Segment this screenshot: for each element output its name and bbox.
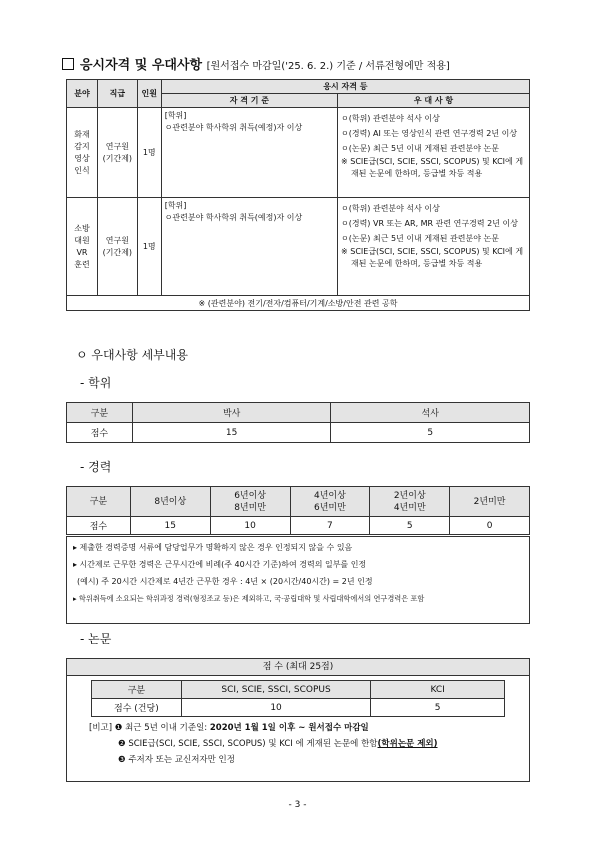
- career-note: ▸ 제출한 경력증명 서류에 담당업무가 명확하지 않은 경우 인정되지 않을 수 있음: [73, 543, 353, 552]
- position-cell: 연구원 (기간제): [97, 198, 137, 296]
- degree-table: [66, 402, 530, 443]
- remark-label: [비고]: [89, 723, 113, 733]
- remark-1-date: 2020년 1월 1일 이후 ~ 원서접수 마감일: [209, 723, 369, 733]
- prefer-cell: [338, 108, 530, 198]
- header-field: 분야: [67, 80, 98, 108]
- degree-header: 박사: [132, 403, 331, 423]
- career-cell: 10: [210, 517, 290, 535]
- career-cell: 5: [370, 517, 450, 535]
- paper-heading: - 논문: [80, 632, 112, 646]
- career-note: (예시) 주 20시간 시간제로 4년간 근무한 경우 : 4년 × (20시간/40시간) = 2년 인정: [77, 577, 373, 586]
- degree-cell: 5: [331, 423, 530, 443]
- prefer-note: ※ SCIE급(SCI, SCIE, SSCI, SCOPUS) 및 KCI에 게재된 논문에 한하며, 등급별 차등 적용: [341, 157, 524, 178]
- table-row: [92, 699, 505, 717]
- count-cell: 1명: [137, 198, 161, 296]
- paper-cell: 점수 (건당): [92, 699, 182, 717]
- paper-box: [66, 658, 530, 782]
- qualification-table: [66, 79, 530, 311]
- detail-heading: ㅇ 우대사항 세부내용: [76, 348, 188, 362]
- remark-3: ❸ 주저자 또는 교신저자만 인정: [118, 755, 235, 765]
- table-row: [67, 517, 530, 535]
- criteria-cell: [161, 198, 337, 296]
- page-number: - 3 -: [288, 800, 307, 810]
- career-table: [66, 486, 530, 535]
- table-row: [92, 681, 505, 699]
- prefer-note: ※ SCIE급(SCI, SCIE, SSCI, SCOPUS) 및 KCI에 게재된 논문에 한하며, 등급별 차등 적용: [341, 247, 524, 268]
- degree-header: 구분: [67, 403, 133, 423]
- header-position: 직급: [97, 80, 137, 108]
- paper-table: [91, 680, 505, 717]
- career-header: 4년이상 6년미만: [290, 487, 370, 517]
- header-count: 인원: [137, 80, 161, 108]
- prefer-line: ㅇ(논문) 최근 5년 이내 게재된 관련분야 논문: [341, 234, 499, 243]
- section-header: [62, 54, 450, 73]
- degree-cell: 15: [132, 423, 331, 443]
- table-row: [67, 487, 530, 517]
- career-header: 2년이상 4년미만: [370, 487, 450, 517]
- paper-header: KCI: [371, 681, 505, 699]
- criteria-title: [학위]: [164, 111, 187, 120]
- header-criteria: 자 격 기 준: [161, 94, 337, 108]
- criteria-title: [학위]: [164, 201, 187, 210]
- remark-1: ❶ 최근 5년 이내 기준일:: [114, 723, 210, 733]
- degree-header: 석사: [331, 403, 530, 423]
- table-row: [67, 198, 530, 296]
- prefer-line: ㅇ(학위) 관련분야 석사 이상: [341, 114, 440, 123]
- paper-score-title: 점 수 (최대 25점): [67, 659, 529, 676]
- table-row: [67, 423, 530, 443]
- count-cell: 1명: [137, 108, 161, 198]
- position-cell: 연구원 (기간제): [97, 108, 137, 198]
- section-subtitle: [원서접수 마감일('25. 6. 2.) 기준 / 서류전형에만 적용]: [206, 61, 450, 72]
- remark-line: [89, 752, 529, 768]
- career-header: 6년이상 8년미만: [210, 487, 290, 517]
- prefer-line: ㅇ(경력) VR 또는 AR, MR 관련 연구경력 2년 이상: [341, 219, 518, 228]
- paper-header: 구분: [92, 681, 182, 699]
- paper-header: SCI, SCIE, SSCI, SCOPUS: [181, 681, 371, 699]
- career-cell: 점수: [67, 517, 131, 535]
- paper-cell: 5: [371, 699, 505, 717]
- career-notes: [66, 536, 530, 624]
- related-field-note: ※ (관련분야) 전기/전자/컴퓨터/기계/소방/안전 관련 공학: [67, 296, 530, 311]
- prefer-line: ㅇ(경력) AI 또는 영상인식 관련 연구경력 2년 이상: [341, 129, 518, 138]
- career-header: 2년미만: [450, 487, 530, 517]
- section-title: 응시자격 및 우대사항: [80, 58, 203, 73]
- remark-line: [89, 736, 529, 752]
- paper-remarks: [67, 717, 529, 768]
- criteria-text: ㅇ관련분야 학사학위 취득(예정)자 이상: [164, 213, 303, 222]
- remark-2-exclusion: (학위논문 제외): [377, 739, 438, 749]
- career-heading: - 경력: [80, 460, 112, 474]
- paper-cell: 10: [181, 699, 371, 717]
- prefer-line: ㅇ(학위) 관련분야 석사 이상: [341, 204, 440, 213]
- table-row: [67, 108, 530, 198]
- prefer-cell: [338, 198, 530, 296]
- field-cell: 화재 감지 영상 인식: [67, 108, 98, 198]
- career-cell: 7: [290, 517, 370, 535]
- remark-2: ❷ SCIE급(SCI, SCIE, SSCI, SCOPUS) 및 KCI 에 게재된 논문에 한함: [118, 739, 378, 749]
- career-note: ▸ 시간제로 근무한 경력은 근무시간에 비례(주 40시간 기준)하여 경력의 일부를 인정: [73, 560, 367, 569]
- degree-heading: - 학위: [80, 376, 112, 390]
- career-cell: 15: [130, 517, 210, 535]
- career-header: 구분: [67, 487, 131, 517]
- field-cell: 소방 대원 VR 훈련: [67, 198, 98, 296]
- career-note: ▸ 학위취득에 소요되는 학위과정 경력(형정조교 등)은 제외하고, 국·공립대학 및 사립대학에서의 연구경력은 포함: [73, 594, 425, 603]
- degree-cell: 점수: [67, 423, 133, 443]
- criteria-text: ㅇ관련분야 학사학위 취득(예정)자 이상: [164, 123, 303, 132]
- criteria-cell: [161, 108, 337, 198]
- career-cell: 0: [450, 517, 530, 535]
- prefer-line: ㅇ(논문) 최근 5년 이내 게재된 관련분야 논문: [341, 144, 499, 153]
- checkbox-square-icon: [62, 58, 74, 70]
- table-row: [67, 403, 530, 423]
- header-qual-group: 응시 자격 등: [161, 80, 529, 94]
- career-header: 8년이상: [130, 487, 210, 517]
- remark-line: [89, 720, 529, 736]
- header-prefer: 우 대 사 항: [338, 94, 530, 108]
